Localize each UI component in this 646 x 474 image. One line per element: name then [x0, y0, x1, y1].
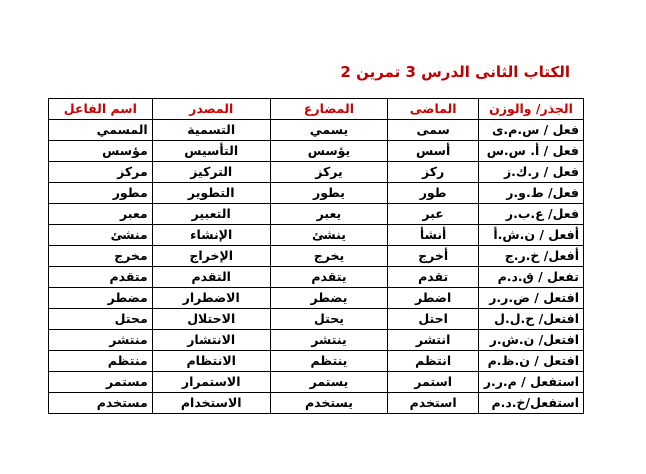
- cell-masdar: الإنشاء: [152, 225, 270, 246]
- cell-masdar: الاضطرار: [152, 288, 270, 309]
- table-row: [49, 330, 584, 351]
- cell-present: يتقدم: [270, 267, 387, 288]
- cell-present: يضطر: [270, 288, 387, 309]
- cell-present: يستخدم: [270, 393, 387, 414]
- cell-active-participle: مؤسس: [49, 141, 153, 162]
- cell-active-participle: منشئ: [49, 225, 153, 246]
- cell-root-pattern: افتعل / ض.ر.ر: [479, 288, 584, 309]
- cell-present: يعبر: [270, 204, 387, 225]
- cell-active-participle: المسمي: [49, 120, 153, 141]
- header-active-participle: اسم الفاعل: [49, 99, 153, 120]
- cell-active-participle: مخرج: [49, 246, 153, 267]
- cell-past: استخدم: [388, 393, 479, 414]
- cell-present: يركز: [270, 162, 387, 183]
- table-row: [49, 141, 584, 162]
- cell-active-participle: منتظم: [49, 351, 153, 372]
- cell-active-participle: مركز: [49, 162, 153, 183]
- header-root-pattern: الجذر/ والوزن: [479, 99, 584, 120]
- cell-active-participle: متقدم: [49, 267, 153, 288]
- cell-active-participle: مستخدم: [49, 393, 153, 414]
- cell-root-pattern: افتعل / ن.ظ.م: [479, 351, 584, 372]
- cell-past: ركز: [388, 162, 479, 183]
- cell-present: يستمر: [270, 372, 387, 393]
- table-row: [49, 225, 584, 246]
- cell-root-pattern: تفعل / ق.د.م: [479, 267, 584, 288]
- cell-masdar: التطوير: [152, 183, 270, 204]
- cell-masdar: التعبير: [152, 204, 270, 225]
- table-row: [49, 372, 584, 393]
- header-masdar: المصدر: [152, 99, 270, 120]
- cell-past: أخرج: [388, 246, 479, 267]
- header-present: المضارع: [270, 99, 387, 120]
- table-row: [49, 393, 584, 414]
- page-title: الكتاب الثانى الدرس 3 تمرين 2: [340, 63, 570, 81]
- cell-root-pattern: فعل/ ط.و.ر: [479, 183, 584, 204]
- cell-root-pattern: أفعل / ن.ش.أ: [479, 225, 584, 246]
- cell-masdar: التأسيس: [152, 141, 270, 162]
- cell-masdar: التركيز: [152, 162, 270, 183]
- cell-masdar: الانتظام: [152, 351, 270, 372]
- cell-past: اضطر: [388, 288, 479, 309]
- cell-active-participle: مطور: [49, 183, 153, 204]
- cell-masdar: الاستمرار: [152, 372, 270, 393]
- cell-present: يسمي: [270, 120, 387, 141]
- cell-root-pattern: فعل / س.م.ى: [479, 120, 584, 141]
- table-header-row: [49, 99, 584, 120]
- table-row: [49, 204, 584, 225]
- table-row: [49, 162, 584, 183]
- cell-masdar: الاحتلال: [152, 309, 270, 330]
- cell-root-pattern: استفعل / م.ر.ر: [479, 372, 584, 393]
- cell-active-participle: مستمر: [49, 372, 153, 393]
- cell-active-participle: منتشر: [49, 330, 153, 351]
- cell-root-pattern: فعل / ر.ك.ز: [479, 162, 584, 183]
- cell-root-pattern: استفعل/خ.د.م: [479, 393, 584, 414]
- cell-past: انتشر: [388, 330, 479, 351]
- cell-past: أنشأ: [388, 225, 479, 246]
- cell-root-pattern: افتعل/ ن.ش.ر: [479, 330, 584, 351]
- cell-present: ينتظم: [270, 351, 387, 372]
- cell-present: يخرج: [270, 246, 387, 267]
- cell-present: يحتل: [270, 309, 387, 330]
- cell-root-pattern: فعل/ ع.ب.ر: [479, 204, 584, 225]
- cell-masdar: التسمية: [152, 120, 270, 141]
- cell-past: أسس: [388, 141, 479, 162]
- cell-past: انتظم: [388, 351, 479, 372]
- cell-past: سمى: [388, 120, 479, 141]
- cell-present: يؤسس: [270, 141, 387, 162]
- cell-masdar: الاستخدام: [152, 393, 270, 414]
- cell-active-participle: معبر: [49, 204, 153, 225]
- cell-masdar: الإخراج: [152, 246, 270, 267]
- table-row: [49, 351, 584, 372]
- cell-root-pattern: أفعل/ خ.ر.ج: [479, 246, 584, 267]
- cell-present: ينتشر: [270, 330, 387, 351]
- cell-root-pattern: افتعل/ ح.ل.ل: [479, 309, 584, 330]
- cell-active-participle: محتل: [49, 309, 153, 330]
- cell-past: احتل: [388, 309, 479, 330]
- table-row: [49, 267, 584, 288]
- cell-masdar: الانتشار: [152, 330, 270, 351]
- table-row: [49, 120, 584, 141]
- table-body: [49, 120, 584, 414]
- cell-present: ينشئ: [270, 225, 387, 246]
- table-row: [49, 246, 584, 267]
- cell-present: يطور: [270, 183, 387, 204]
- cell-past: تقدم: [388, 267, 479, 288]
- cell-masdar: التقدم: [152, 267, 270, 288]
- cell-active-participle: مضطر: [49, 288, 153, 309]
- verb-forms-table: [48, 98, 584, 414]
- cell-past: عبر: [388, 204, 479, 225]
- cell-past: استمر: [388, 372, 479, 393]
- table-row: [49, 309, 584, 330]
- header-past: الماضى: [388, 99, 479, 120]
- table-row: [49, 183, 584, 204]
- cell-root-pattern: فعل / أ. س.س: [479, 141, 584, 162]
- table-row: [49, 288, 584, 309]
- cell-past: طور: [388, 183, 479, 204]
